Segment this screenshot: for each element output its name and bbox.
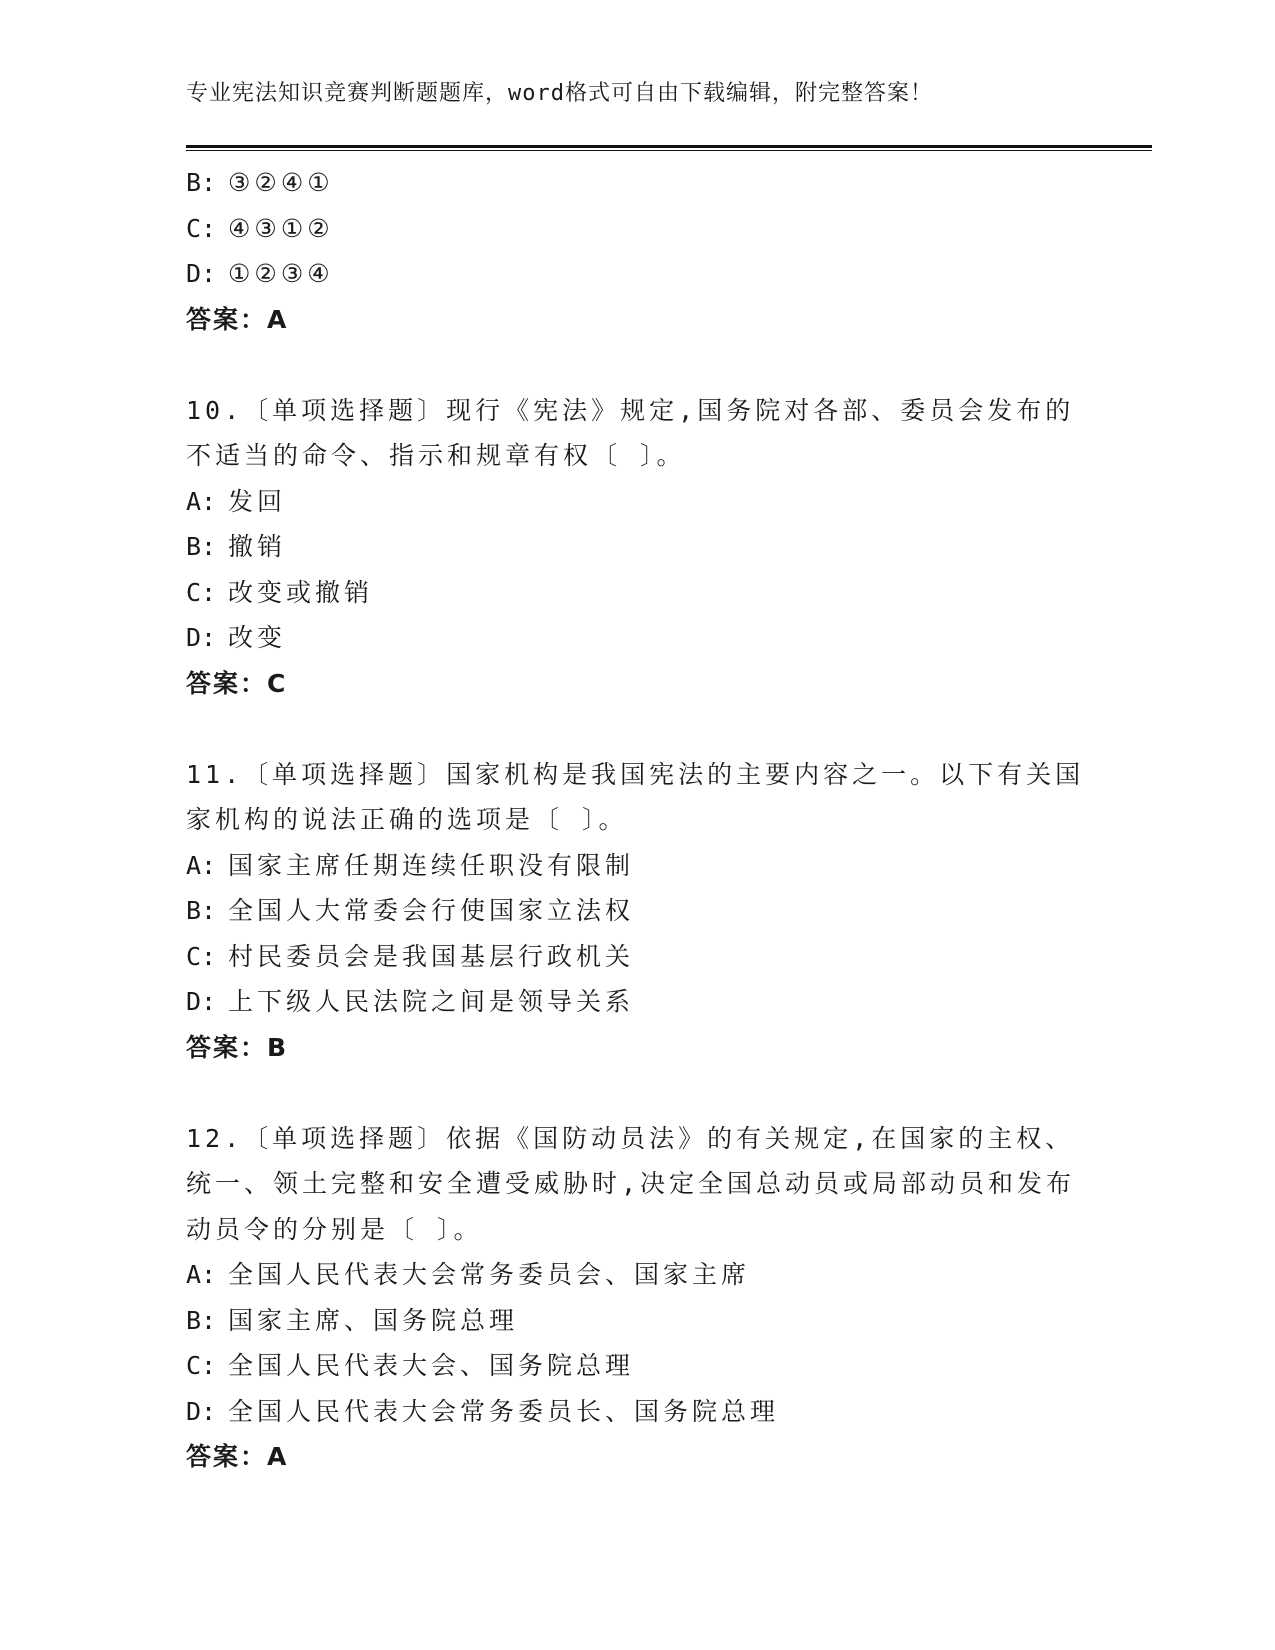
question-text-line: 12.〔单项选择题〕依据《国防动员法》的有关规定,在国家的主权、 — [186, 1123, 1075, 1153]
question-11 — [186, 752, 1086, 1071]
option-c: C: 改变或撤销 — [186, 577, 374, 607]
header-rule-thin — [186, 150, 1152, 151]
answer: 答案：A — [186, 304, 289, 334]
option-b: B: 撤销 — [186, 532, 287, 561]
question-text-line: 动员令的分别是〔 〕。 — [186, 1214, 483, 1244]
option-d: D: 改变 — [186, 623, 287, 652]
question-text-line: 11.〔单项选择题〕国家机构是我国宪法的主要内容之一。以下有关国 — [186, 759, 1085, 789]
answer: 答案：A — [186, 1442, 289, 1471]
question-9-continuation — [186, 160, 1086, 342]
option-d: D: 上下级人民法院之间是领导关系 — [186, 987, 635, 1016]
header-rule-thick — [186, 145, 1152, 148]
option-c: C: 村民委员会是我国基层行政机关 — [186, 941, 635, 971]
answer: 答案：B — [186, 1032, 289, 1062]
option-a: A: 全国人民代表大会常务委员会、国家主席 — [186, 1260, 751, 1289]
option-b: B: ③②④① — [186, 168, 334, 197]
question-10 — [186, 388, 1086, 707]
question-text-line: 统一、领土完整和安全遭受威胁时,决定全国总动员或局部动员和发布 — [186, 1169, 1076, 1198]
option-a: A: 发回 — [186, 486, 287, 516]
option-b: B: 国家主席、国务院总理 — [186, 1305, 519, 1335]
question-content — [186, 160, 1086, 1480]
question-12 — [186, 1116, 1086, 1480]
question-text-line: 10.〔单项选择题〕现行《宪法》规定,国务院对各部、委员会发布的 — [186, 395, 1075, 425]
option-a: A: 国家主席任期连续任职没有限制 — [186, 850, 635, 880]
option-d: D: 全国人民代表大会常务委员长、国务院总理 — [186, 1396, 780, 1426]
option-c: C: ④③①② — [186, 213, 334, 243]
answer: 答案：C — [186, 668, 288, 698]
question-text-line: 家机构的说法正确的选项是〔 〕。 — [186, 805, 628, 834]
option-c: C: 全国人民代表大会、国务院总理 — [186, 1351, 635, 1380]
option-b: B: 全国人大常委会行使国家立法权 — [186, 896, 635, 925]
page-header-title: 专业宪法知识竞赛判断题题库，word格式可自由下载编辑，附完整答案！ — [186, 81, 933, 106]
question-text-line: 不适当的命令、指示和规章有权〔 〕。 — [186, 441, 686, 470]
option-d: D: ①②③④ — [186, 259, 334, 288]
